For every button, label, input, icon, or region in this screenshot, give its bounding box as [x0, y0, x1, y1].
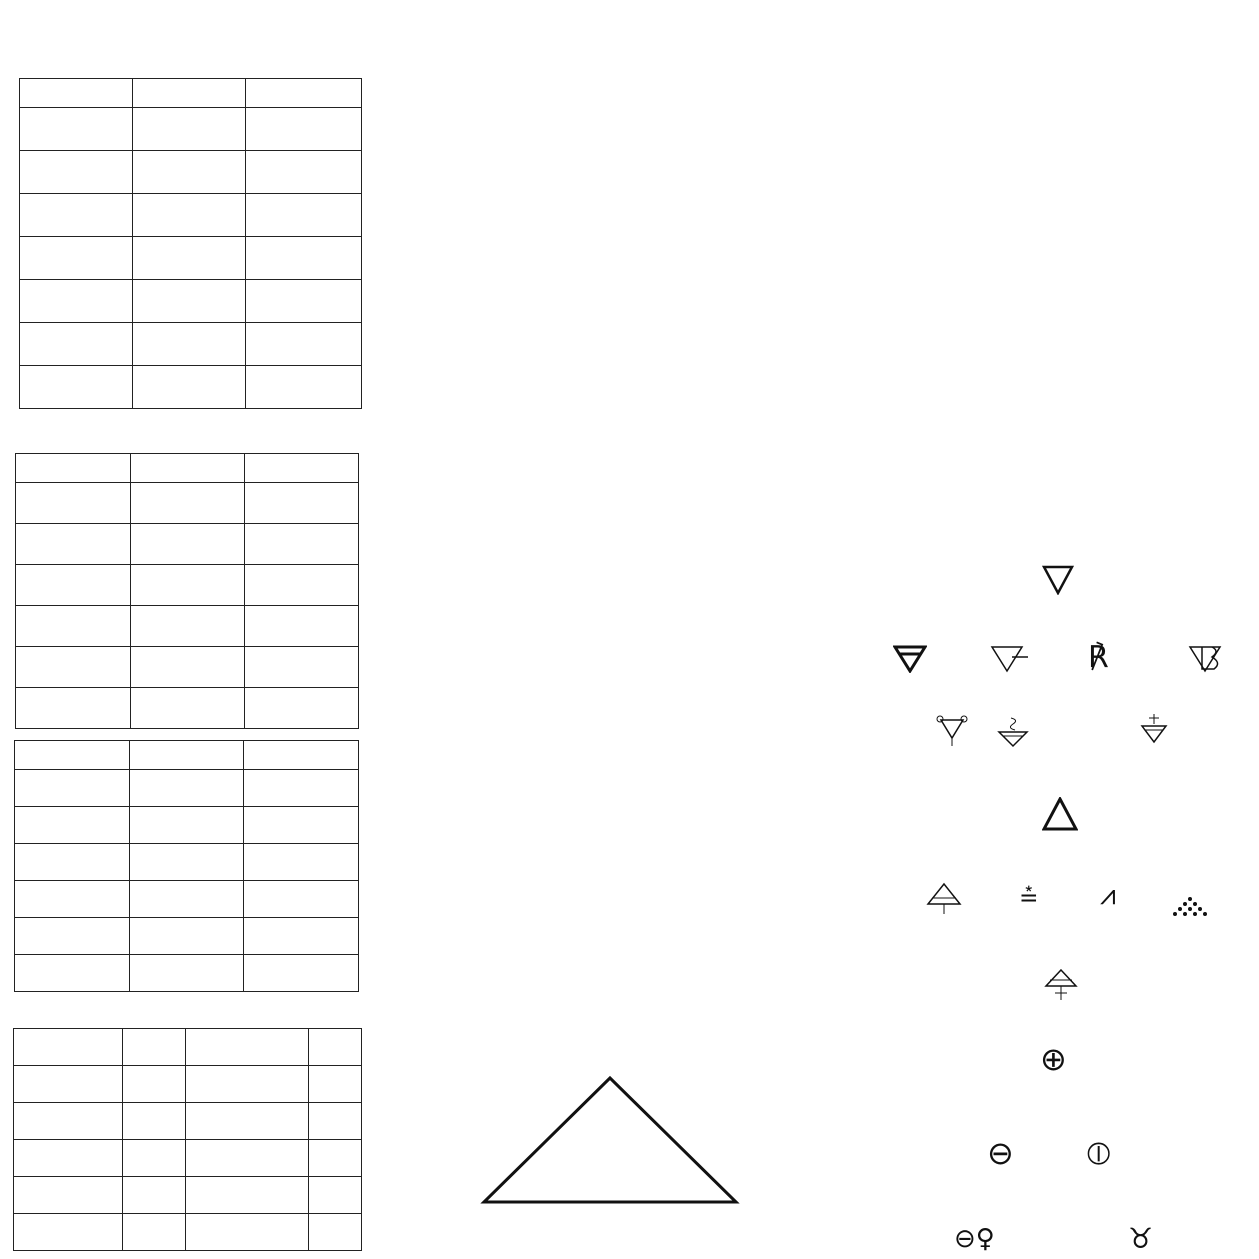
amalgam-icon: ⩮: [1020, 878, 1038, 913]
universal-seed-icon: ⊕: [1040, 1040, 1067, 1078]
process-name: [14, 1029, 123, 1066]
zodiac-header-row: [15, 741, 359, 770]
zodiac-table-1: [15, 453, 359, 729]
zodiac-process: [244, 770, 359, 807]
process-symbol-cell: [123, 1214, 186, 1251]
metals-header-cell: [246, 79, 362, 108]
zodiac-sign: [16, 647, 131, 688]
zodiac-symbol-cell: [130, 955, 244, 992]
zodiac-row: [16, 606, 359, 647]
metal-symbol-cell: [133, 194, 246, 237]
process-name: [186, 1029, 309, 1066]
rock-salt-icon: ♉: [1128, 1222, 1154, 1255]
zodiac-symbol-cell: [131, 565, 245, 606]
zodiac-row: [15, 881, 359, 918]
metals-row: [20, 280, 362, 323]
zodiac-row: [16, 565, 359, 606]
sand-icon: [1172, 896, 1208, 918]
water-bath-icon: [1188, 645, 1224, 673]
rust-icon: [1140, 712, 1168, 744]
metal-name: [20, 280, 133, 323]
zodiac-header-cell: [16, 454, 131, 483]
metal-name: [20, 366, 133, 409]
more-process-row: [14, 1029, 362, 1066]
zodiac-symbol-cell: [130, 807, 244, 844]
zodiac-sign: [16, 524, 131, 565]
process-name: [14, 1140, 123, 1177]
more-process-row: [14, 1140, 362, 1177]
process-symbol-cell: [123, 1066, 186, 1103]
more-processes-table: [13, 1028, 362, 1251]
process-symbol-cell: [309, 1214, 362, 1251]
process-name: [14, 1177, 123, 1214]
zodiac-row: [15, 955, 359, 992]
zodiac-process: [244, 807, 359, 844]
salt-icon: ⊖: [987, 1134, 1014, 1172]
zodiac-sign: [15, 770, 130, 807]
metal-name: [20, 108, 133, 151]
zodiac-symbol-cell: [131, 606, 245, 647]
zodiac-process: [244, 881, 359, 918]
zodiac-symbol-cell: [130, 918, 244, 955]
metal-symbol-cell: [133, 237, 246, 280]
zodiac-sign: [15, 918, 130, 955]
oil-vitriol-icon: ⊖♀: [954, 1224, 995, 1254]
zodiac-process: [245, 524, 359, 565]
zodiac-process: [244, 844, 359, 881]
process-name: [14, 1103, 123, 1140]
metal-planet: [246, 280, 362, 323]
more-process-row: [14, 1103, 362, 1140]
metals-row: [20, 366, 362, 409]
metals-row: [20, 194, 362, 237]
more-process-row: [14, 1066, 362, 1103]
process-name: [186, 1103, 309, 1140]
metal-symbol-cell: [133, 280, 246, 323]
metals-row: [20, 323, 362, 366]
tria-triangle: [480, 1075, 740, 1205]
metals-header-row: [20, 79, 362, 108]
zodiac-symbol-cell: [130, 881, 244, 918]
zodiac-row: [16, 688, 359, 729]
zodiac-process: [244, 955, 359, 992]
metal-planet: [246, 237, 362, 280]
metal-symbol-cell: [133, 108, 246, 151]
arsenic-sulfur-icon: [1044, 968, 1078, 1002]
zodiac-row: [15, 770, 359, 807]
zodiac-header-cell: [245, 454, 359, 483]
metal-symbol-cell: [133, 151, 246, 194]
metal-planet: [246, 108, 362, 151]
process-name: [186, 1214, 309, 1251]
metals-table: [19, 78, 362, 409]
process-name: [186, 1177, 309, 1214]
zodiac-process: [244, 918, 359, 955]
clay-icon-1: [935, 714, 969, 748]
process-name: [186, 1140, 309, 1177]
zodiac-header-cell: [15, 741, 130, 770]
zodiac-sign: [15, 881, 130, 918]
zodiac-sign: [15, 807, 130, 844]
metals-row: [20, 151, 362, 194]
process-name: [14, 1066, 123, 1103]
zodiac-row: [16, 647, 359, 688]
page-header: [14, 7, 32, 25]
process-symbol-cell: [123, 1103, 186, 1140]
zodiac-header-row: [16, 454, 359, 483]
zodiac-symbol-cell: [131, 688, 245, 729]
zodiac-row: [15, 844, 359, 881]
process-symbol-cell: [309, 1140, 362, 1177]
process-symbol-cell: [123, 1140, 186, 1177]
aqua-fortis-icon: [990, 645, 1030, 673]
zodiac-process: [245, 606, 359, 647]
zodiac-sign: [15, 844, 130, 881]
metal-planet: [246, 366, 362, 409]
metal-name: [20, 237, 133, 280]
metal-symbol-cell: [133, 323, 246, 366]
zodiac-process: [245, 483, 359, 524]
metal-planet: [246, 151, 362, 194]
zodiac-row: [15, 918, 359, 955]
metal-planet: [246, 194, 362, 237]
zodiac-symbol-cell: [131, 647, 245, 688]
process-symbol-cell: [123, 1177, 186, 1214]
zodiac-symbol-cell: [130, 770, 244, 807]
zodiac-sign: [15, 955, 130, 992]
fire-icon: [1042, 797, 1078, 831]
distill-icon: ⩘: [1100, 878, 1116, 911]
process-symbol-cell: [309, 1177, 362, 1214]
metal-planet: [246, 323, 362, 366]
metal-name: [20, 323, 133, 366]
process-symbol-cell: [309, 1029, 362, 1066]
zodiac-symbol-cell: [130, 844, 244, 881]
zodiac-row: [15, 807, 359, 844]
zodiac-symbol-cell: [131, 483, 245, 524]
process-name: [14, 1214, 123, 1251]
metals-row: [20, 237, 362, 280]
zodiac-row: [16, 483, 359, 524]
process-symbol-cell: [309, 1103, 362, 1140]
water-icon: [1042, 565, 1074, 595]
nitre-icon: ⦶: [1087, 1134, 1111, 1172]
zodiac-symbol-cell: [131, 524, 245, 565]
process-symbol-cell: [309, 1066, 362, 1103]
zodiac-row: [16, 524, 359, 565]
process-symbol-cell: [123, 1029, 186, 1066]
zodiac-header-cell: [244, 741, 359, 770]
metals-row: [20, 108, 362, 151]
aqua-regia-icon: ℟: [1088, 640, 1109, 675]
aqua-vitae-icon: [893, 645, 927, 673]
zodiac-sign: [16, 565, 131, 606]
zodiac-process: [245, 565, 359, 606]
sulphur-icon: [926, 882, 962, 916]
metal-name: [20, 151, 133, 194]
zodiac-sign: [16, 483, 131, 524]
clay-icon-2: [997, 714, 1029, 748]
zodiac-sign: [16, 606, 131, 647]
zodiac-process: [245, 647, 359, 688]
zodiac-header-cell: [130, 741, 244, 770]
more-process-row: [14, 1177, 362, 1214]
metal-symbol-cell: [133, 366, 246, 409]
more-process-row: [14, 1214, 362, 1251]
metals-header-cell: [20, 79, 133, 108]
metal-name: [20, 194, 133, 237]
zodiac-sign: [16, 688, 131, 729]
metals-header-cell: [133, 79, 246, 108]
zodiac-table-2: [14, 740, 359, 992]
zodiac-header-cell: [131, 454, 245, 483]
process-name: [186, 1066, 309, 1103]
zodiac-process: [245, 688, 359, 729]
